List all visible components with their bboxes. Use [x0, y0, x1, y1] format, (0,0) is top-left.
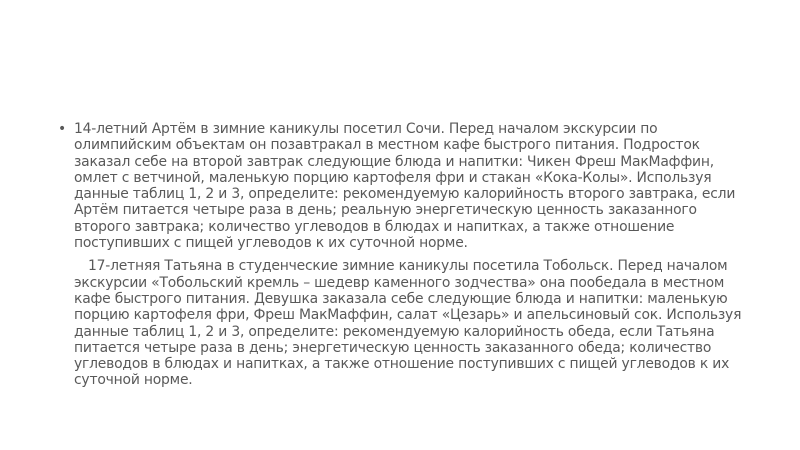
- paragraph-text: 17-летняя Татьяна в студенческие зимние каникулы посетила Тобольск. Перед началом экскурсии «Тобольский кремль – шедевр каменного зодчества» она пообедала в местном кафе быстрого питания. Девушка заказала себе следующие блюда и напитки: маленькую порцию картофеля фри, Фреш МакМаффин, салат «Цезарь» и апельсиновый сок. Используя данные таблиц 1, 2 и 3, определите: рекомендуемую калорийность обеда, если Татьяна питается четыре раза в день; энергетическую ценность заказанного обеда; количество углеводов в блюдах и напитках, а также отношение поступивших с пищей углеводов к их суточной норме.: [74, 258, 742, 389]
- paragraph-artyom-task: [58, 121, 748, 251]
- bullet-marker: •: [58, 121, 66, 137]
- paragraph-text: 14-летний Артём в зимние каникулы посетил Сочи. Перед началом экскурсии по олимпийским объектам он позавтракал в местном кафе быстрого питания. Подросток заказал себе на второй завтрак следующие блюда и напитки: Чикен Фреш МакМаффин, омлет с ветчиной, маленькую порцию картофеля фри и стакан «Кока-Колы». Используя данные таблиц 1, 2 и 3, определите: рекомендуемую калорийность второго завтрака, если Артём питается четыре раза в день; реальную энергетическую ценность заказанного второго завтрака; количество углеводов в блюдах и напитках, а также отношение поступивших с пищей углеводов к их суточной норме.: [74, 121, 736, 252]
- text-body: [58, 121, 748, 389]
- paragraph-tatyana-task: [58, 258, 748, 388]
